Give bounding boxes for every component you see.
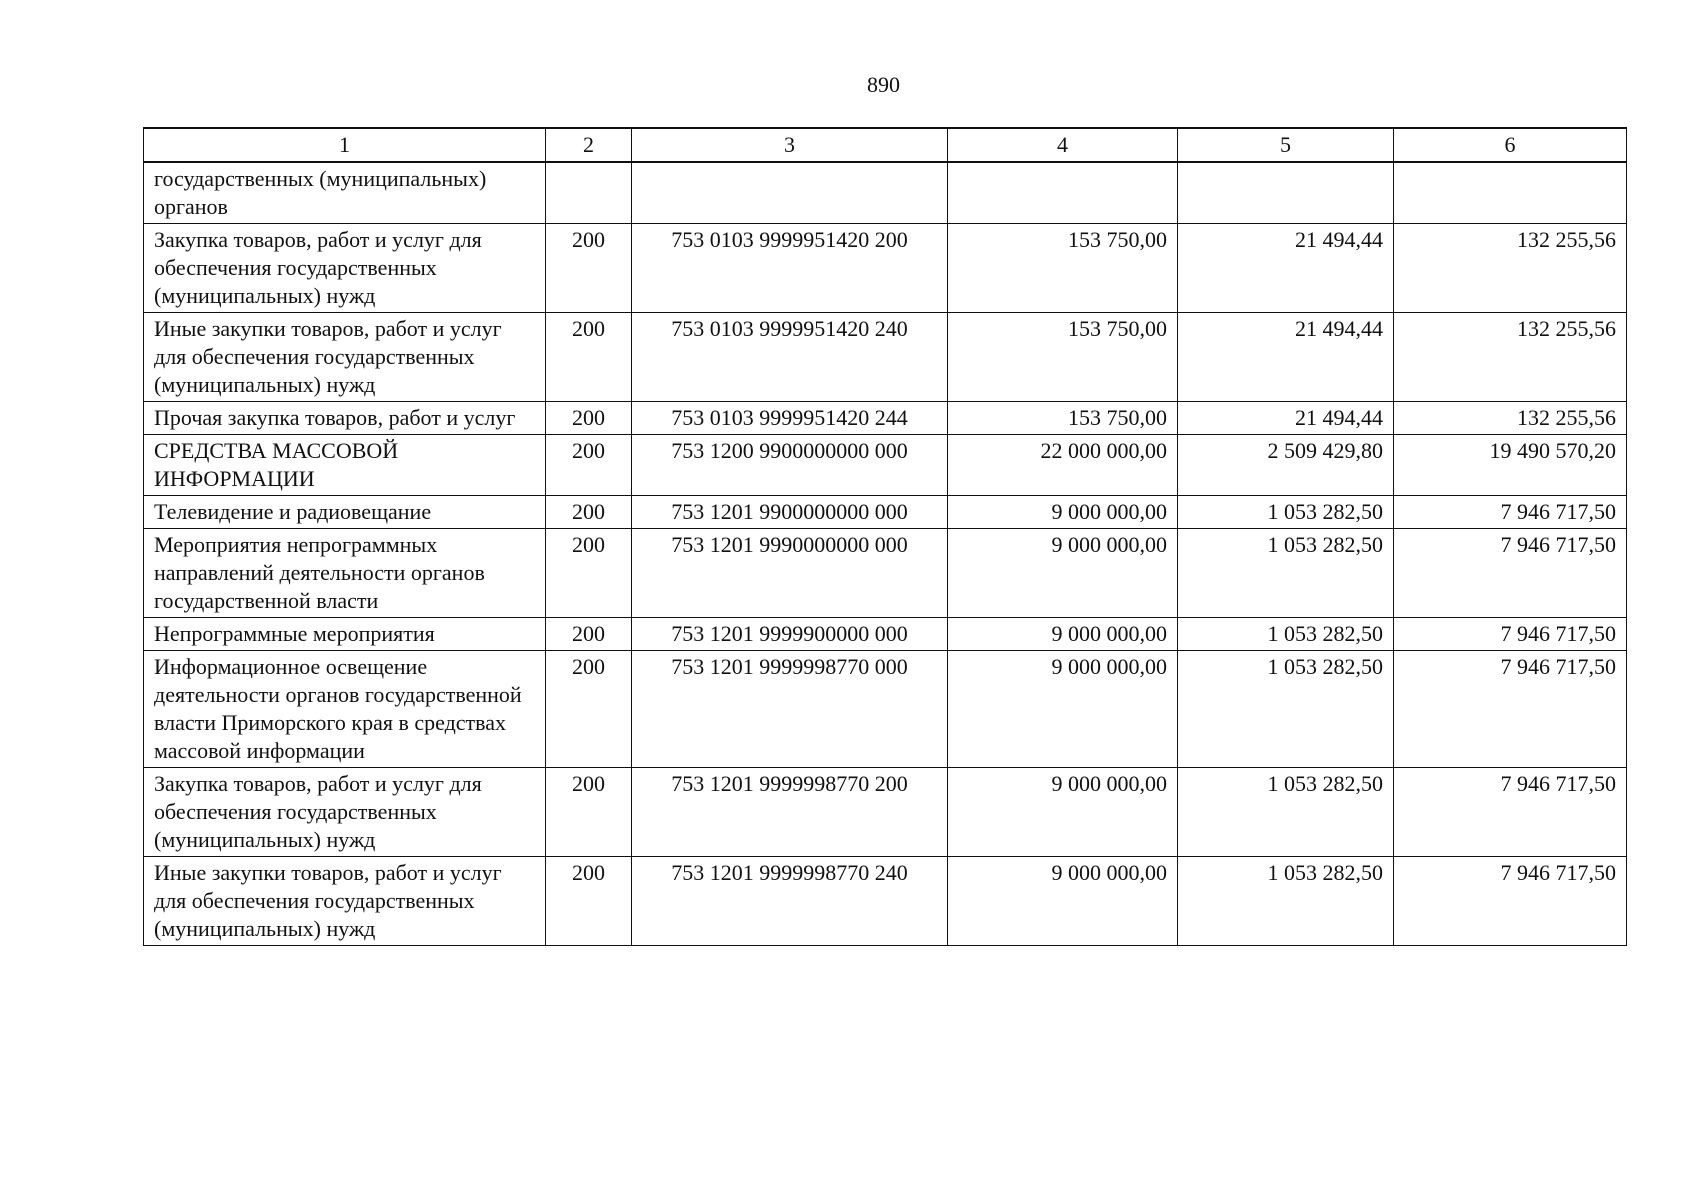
table-row xyxy=(144,768,1627,857)
row-code: 753 1201 9999998770 240 xyxy=(632,857,948,946)
table-row xyxy=(144,313,1627,402)
row-executed: 1 053 282,50 xyxy=(1178,651,1394,768)
row-code: 753 1201 9999900000 000 xyxy=(632,618,948,651)
row-plan: 153 750,00 xyxy=(948,402,1178,435)
row-code: 753 1201 9999998770 200 xyxy=(632,768,948,857)
table-row xyxy=(144,162,1627,224)
row-remainder: 132 255,56 xyxy=(1394,224,1627,313)
header-col-6: 6 xyxy=(1394,128,1627,162)
table-row xyxy=(144,496,1627,529)
row-name: Непрограммные мероприятия xyxy=(144,618,546,651)
row-name: Мероприятия непрограммных направлений деятельности органов государственной власти xyxy=(144,529,546,618)
row-code: 753 1201 9990000000 000 xyxy=(632,529,948,618)
row-code: 753 1201 9999998770 000 xyxy=(632,651,948,768)
table-header xyxy=(144,128,1627,162)
row-name: Иные закупки товаров, работ и услуг для обеспечения государственных (муниципальных) нужд xyxy=(144,857,546,946)
row-name: Телевидение и радиовещание xyxy=(144,496,546,529)
row-name: Закупка товаров, работ и услуг для обеспечения государственных (муниципальных) нужд xyxy=(144,768,546,857)
row-plan: 9 000 000,00 xyxy=(948,857,1178,946)
row-col2: 200 xyxy=(546,768,632,857)
row-executed xyxy=(1178,162,1394,224)
header-row xyxy=(144,128,1627,162)
row-executed: 2 509 429,80 xyxy=(1178,435,1394,496)
header-col-2: 2 xyxy=(546,128,632,162)
row-remainder xyxy=(1394,162,1627,224)
row-executed: 1 053 282,50 xyxy=(1178,529,1394,618)
row-plan: 22 000 000,00 xyxy=(948,435,1178,496)
row-col2: 200 xyxy=(546,651,632,768)
row-remainder: 7 946 717,50 xyxy=(1394,857,1627,946)
row-plan: 9 000 000,00 xyxy=(948,529,1178,618)
row-remainder: 7 946 717,50 xyxy=(1394,768,1627,857)
row-remainder: 132 255,56 xyxy=(1394,402,1627,435)
row-remainder: 7 946 717,50 xyxy=(1394,496,1627,529)
table-row xyxy=(144,857,1627,946)
row-col2 xyxy=(546,162,632,224)
table-row xyxy=(144,651,1627,768)
row-remainder: 7 946 717,50 xyxy=(1394,529,1627,618)
row-executed: 21 494,44 xyxy=(1178,402,1394,435)
row-code xyxy=(632,162,948,224)
row-code: 753 0103 9999951420 200 xyxy=(632,224,948,313)
row-name: Иные закупки товаров, работ и услуг для обеспечения государственных (муниципальных) нужд xyxy=(144,313,546,402)
row-plan: 9 000 000,00 xyxy=(948,496,1178,529)
table-row xyxy=(144,402,1627,435)
header-col-3: 3 xyxy=(632,128,948,162)
row-plan xyxy=(948,162,1178,224)
row-name: СРЕДСТВА МАССОВОЙ ИНФОРМАЦИИ xyxy=(144,435,546,496)
row-col2: 200 xyxy=(546,618,632,651)
row-name: Прочая закупка товаров, работ и услуг xyxy=(144,402,546,435)
row-remainder: 7 946 717,50 xyxy=(1394,651,1627,768)
row-col2: 200 xyxy=(546,313,632,402)
row-plan: 153 750,00 xyxy=(948,313,1178,402)
page-number: 890 xyxy=(867,72,900,97)
header-col-1: 1 xyxy=(144,128,546,162)
row-remainder: 7 946 717,50 xyxy=(1394,618,1627,651)
header-col-5: 5 xyxy=(1178,128,1394,162)
row-name: Информационное освещение деятельности органов государственной власти Приморского края в средствах массовой информации xyxy=(144,651,546,768)
row-name: государственных (муниципальных) органов xyxy=(144,162,546,224)
table-row xyxy=(144,435,1627,496)
row-col2: 200 xyxy=(546,224,632,313)
row-executed: 1 053 282,50 xyxy=(1178,618,1394,651)
row-name: Закупка товаров, работ и услуг для обеспечения государственных (муниципальных) нужд xyxy=(144,224,546,313)
table-row xyxy=(144,618,1627,651)
row-col2: 200 xyxy=(546,857,632,946)
row-plan: 9 000 000,00 xyxy=(948,651,1178,768)
row-col2: 200 xyxy=(546,435,632,496)
row-plan: 153 750,00 xyxy=(948,224,1178,313)
row-col2: 200 xyxy=(546,402,632,435)
row-executed: 1 053 282,50 xyxy=(1178,496,1394,529)
table-row xyxy=(144,529,1627,618)
budget-table xyxy=(143,127,1627,946)
header-col-4: 4 xyxy=(948,128,1178,162)
row-executed: 21 494,44 xyxy=(1178,224,1394,313)
row-remainder: 19 490 570,20 xyxy=(1394,435,1627,496)
row-code: 753 1201 9900000000 000 xyxy=(632,496,948,529)
row-executed: 21 494,44 xyxy=(1178,313,1394,402)
row-plan: 9 000 000,00 xyxy=(948,618,1178,651)
row-plan: 9 000 000,00 xyxy=(948,768,1178,857)
row-code: 753 0103 9999951420 244 xyxy=(632,402,948,435)
table-body xyxy=(144,162,1627,946)
row-code: 753 1200 9900000000 000 xyxy=(632,435,948,496)
row-col2: 200 xyxy=(546,496,632,529)
table-row xyxy=(144,224,1627,313)
row-code: 753 0103 9999951420 240 xyxy=(632,313,948,402)
row-remainder: 132 255,56 xyxy=(1394,313,1627,402)
row-col2: 200 xyxy=(546,529,632,618)
row-executed: 1 053 282,50 xyxy=(1178,768,1394,857)
row-executed: 1 053 282,50 xyxy=(1178,857,1394,946)
